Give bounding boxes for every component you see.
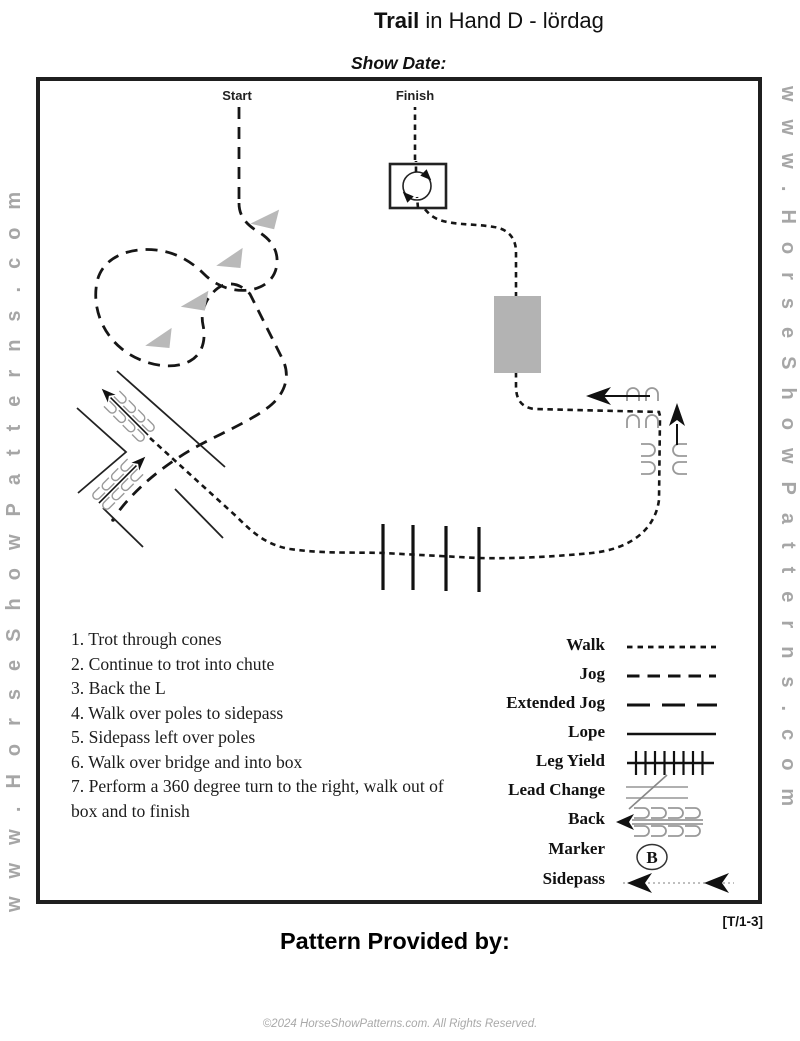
pattern-code: [T/1-3] <box>722 914 763 929</box>
watermark-left: www.HorseShowPatterns.com <box>3 173 25 912</box>
legend-lead-change <box>626 775 688 809</box>
legend-label-back: Back <box>568 809 605 828</box>
instruction-item: 3. Back the L <box>71 678 166 699</box>
instruction-item: 5. Sidepass left over poles <box>71 727 256 748</box>
course-path-jog <box>96 203 287 515</box>
marker-letter: B <box>646 848 658 867</box>
instruction-item: 1. Trot through cones <box>71 629 222 649</box>
legend-back <box>616 808 703 836</box>
turn-box <box>390 161 446 208</box>
page-title-event: Trail <box>374 8 420 33</box>
legend-label-sidepass: Sidepass <box>542 869 605 888</box>
finish-label: Finish <box>395 88 435 103</box>
bridge <box>494 296 541 373</box>
legend-sidepass <box>623 873 734 893</box>
legend-label-extended-jog: Extended Jog <box>506 693 605 712</box>
legend-label-lead-change: Lead Change <box>508 780 605 799</box>
chute-wall <box>117 371 225 467</box>
cone-icon <box>214 248 248 274</box>
cones <box>143 210 282 354</box>
instruction-item: 4. Walk over poles to sidepass <box>71 702 284 723</box>
chute-wall <box>175 489 223 538</box>
instruction-item: 6. Walk over bridge and into box <box>71 751 303 772</box>
start-label: Start <box>222 88 252 103</box>
instruction-item: 7. Perform a 360 degree turn to the right, walk out of box and to finish <box>71 776 444 821</box>
show-date-label: Show Date: <box>351 53 447 73</box>
pattern-provided-label: Pattern Provided by: <box>280 928 510 954</box>
instruction-list <box>71 627 471 823</box>
legend-symbols <box>616 647 734 893</box>
legend-label-leg-yield: Leg Yield <box>535 751 605 770</box>
legend-label-marker: Marker <box>548 839 605 858</box>
sidepass-arrow-left <box>586 387 650 405</box>
cone-icon <box>143 328 177 354</box>
back-symbol-upper <box>94 381 156 443</box>
legend-marker <box>637 845 667 870</box>
l-chute <box>77 371 225 547</box>
chute-wall <box>103 508 143 547</box>
copyright-notice: ©2024 HorseShowPatterns.com. All Rights Reserved. <box>262 1018 538 1030</box>
back-symbol-lower <box>91 449 153 511</box>
legend-label-walk: Walk <box>566 635 605 654</box>
page-title-detail: in Hand D - lördag <box>419 8 604 33</box>
legend-label-jog: Jog <box>579 664 605 683</box>
watermark-right: www.HorseShowPatterns.com <box>777 86 799 825</box>
instruction-item: 2. Continue to trot into chute <box>71 653 275 674</box>
walk-direction-arrow-up <box>669 403 685 445</box>
legend-leg-yield <box>627 751 714 775</box>
legend-label-lope: Lope <box>568 722 605 741</box>
